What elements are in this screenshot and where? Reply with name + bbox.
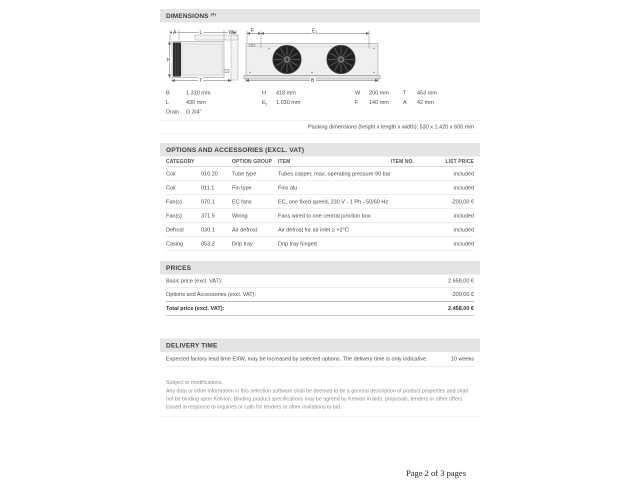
table-row: Coil 010.20 Tube type Tubes copper, max. operating pressure 90 bar included bbox=[166, 167, 474, 181]
dimensions-footnote-marker: (4) bbox=[210, 12, 216, 17]
dim-label-b: B bbox=[311, 78, 315, 84]
table-row: Fan(s) 070.1 EC fans EC, one fixed speed, 230 V - 1 Ph - 50/60 Hz -200,00 € bbox=[166, 195, 474, 209]
dim-label-e-sub: 1 bbox=[315, 30, 318, 35]
dim-col-3 bbox=[355, 89, 403, 118]
drain-connection bbox=[224, 70, 229, 73]
page-number: Page 2 of 3 pages bbox=[406, 468, 466, 479]
dimension-values bbox=[160, 88, 480, 121]
dim-label-l: L bbox=[199, 30, 203, 37]
options-price-value: -200,00 € bbox=[450, 291, 474, 298]
dim-label-w: W bbox=[228, 30, 234, 37]
dim-e1: $E_1$ 1.030 mm bbox=[262, 99, 301, 107]
dim-label-f: F bbox=[251, 28, 255, 35]
dim-a: A 42 mm bbox=[403, 99, 434, 106]
prices-section-header: PRICES bbox=[160, 261, 480, 275]
total-price-value: 2.458,00 € bbox=[448, 305, 474, 312]
delivery-row bbox=[166, 352, 474, 367]
packing-dimensions: Packing dimensions (height x length x width): 530 x 1.420 x 600 mm bbox=[160, 121, 480, 135]
dim-t: T 453 mm bbox=[403, 90, 437, 97]
front-view-drawing bbox=[243, 27, 382, 84]
dim-drain: Drain G 3/4" bbox=[166, 109, 202, 116]
delivery-value: 10 weeks bbox=[450, 356, 474, 363]
col-category: CATEGORY bbox=[166, 158, 195, 165]
disclaimer-body: Any data or other information in this selection software shall be deemed to be a general description of product properties and shall not be binding upon Kelvion. Binding product specifications may be agreed by Kelvion in bids, proposals, tenders or other offers issued in response to inquiries or calls for tenders or other invitations to bid. bbox=[166, 387, 468, 411]
col-option-group: OPTION GROUP bbox=[232, 158, 273, 165]
dim-col-4 bbox=[403, 89, 474, 118]
datasheet-page bbox=[160, 9, 480, 479]
table-row: Casing 053.2 Drip tray Drip tray hinged included bbox=[166, 237, 474, 251]
disclaimer bbox=[160, 373, 480, 417]
col-list-price: LIST PRICE bbox=[445, 158, 474, 165]
dim-col-2 bbox=[262, 89, 355, 118]
delivery-text: Expected factory lead time EXW, may be increased by selected options. The delivery time is only indicative. bbox=[166, 356, 428, 363]
dim-label-t: T bbox=[199, 78, 203, 84]
options-table-header bbox=[166, 157, 474, 168]
total-price-row: Total price (excl. VAT): 2.458,00 € bbox=[166, 302, 474, 316]
options-section-header: OPTIONS AND ACCESSORIES (EXCL. VAT) bbox=[160, 143, 480, 157]
dim-b: B 1.310 mm bbox=[166, 90, 211, 97]
dim-f: F 140 mm bbox=[355, 99, 389, 106]
table-row: Coil 011.1 Fin type Fins alu included bbox=[166, 181, 474, 195]
basic-price-value: 2.658,00 € bbox=[448, 278, 474, 285]
dimension-drawings bbox=[160, 23, 480, 88]
dimensions-title: DIMENSIONS bbox=[166, 12, 211, 20]
col-item-no: ITEM NO. bbox=[391, 158, 415, 165]
disclaimer-line1: Subject to modifications. bbox=[166, 379, 223, 386]
dim-col-1 bbox=[166, 89, 262, 118]
options-table bbox=[160, 157, 480, 252]
options-price-row: Options and Accessories (excl. VAT): -200,00 € bbox=[166, 288, 474, 302]
delivery-table bbox=[160, 352, 480, 367]
delivery-section-header: DELIVERY TIME bbox=[160, 339, 480, 353]
fan-right bbox=[327, 46, 355, 74]
dim-label-h: H bbox=[166, 57, 171, 64]
dimensions-section-header bbox=[160, 9, 480, 23]
dim-l: L 430 mm bbox=[166, 99, 206, 106]
wall-hatch bbox=[231, 35, 238, 80]
fan-left bbox=[273, 46, 301, 74]
dim-label-a: A bbox=[173, 30, 177, 37]
unit-front-panel bbox=[246, 44, 378, 76]
dim-h: H 418 mm bbox=[262, 90, 296, 97]
prices-table bbox=[160, 275, 480, 316]
table-row: Fan(s) 371.5 Wiring Fans wired to one central junction box included bbox=[166, 209, 474, 223]
dim-label-e: E bbox=[312, 28, 316, 35]
basic-price-row: Basic price (excl. VAT): 2.658,00 € bbox=[166, 275, 474, 289]
coil-block bbox=[173, 43, 181, 77]
dim-w: W 200 mm bbox=[355, 90, 389, 97]
side-view-drawing bbox=[166, 27, 241, 84]
table-row: Defrost 030.1 Air defrost Air defrost for air inlet ≥ +2°C included bbox=[166, 223, 474, 237]
col-item: ITEM bbox=[278, 158, 291, 165]
